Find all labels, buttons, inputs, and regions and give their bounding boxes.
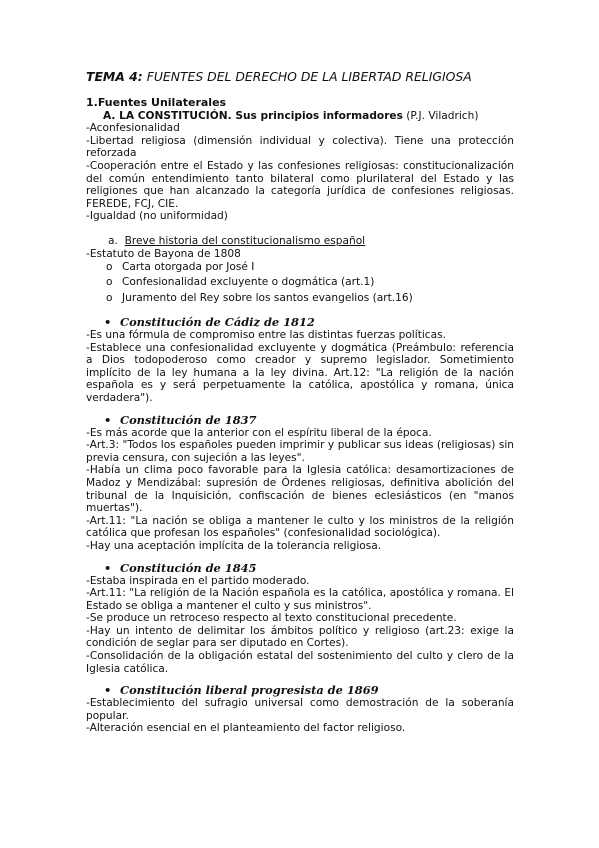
paragraph: -Cooperación entre el Estado y las confesiones religiosas: constitucionalización del común entendimiento tanto bilateral como plurilateral del Estado y las religiones que han alcanzado la categoría jurídica de confesiones religiosas. FEREDE, FCJ, CIE. (86, 159, 514, 210)
paragraph: -Libertad religiosa (dimensión individual y colectiva). Tiene una protección reforzada (86, 134, 514, 160)
page-title (86, 70, 514, 84)
history-label: a. (108, 234, 118, 247)
subsection-heading (86, 110, 514, 123)
paragraph: -Se produce un retroceso respecto al texto constitucional precedente. (86, 612, 457, 625)
bullet-dot-icon: • (104, 412, 112, 427)
circle-bullet-icon: o (106, 291, 113, 304)
paragraph: -Art.11: "La nación se obliga a mantener le culto y los ministros de la religión católica que profesan los españoles" (confesionalidad sociológica). (86, 514, 514, 540)
paragraph: -Art.3: "Todos los españoles pueden imprimir y publicar sus ideas (religiosas) sin previa censura, con sujeción a las leyes". (86, 439, 514, 464)
circle-bullet-icon: o (106, 261, 113, 274)
paragraph: -Igualdad (no uniformidad) (86, 210, 228, 223)
bullet-dot-icon: • (104, 315, 112, 330)
history-title: Breve historia del constitucionalismo español (124, 234, 366, 247)
paragraph: -Alteración esencial en el planteamiento del factor religioso. (86, 722, 406, 735)
paragraph: -Había un clima poco favorable para la Iglesia católica: desamortizaciones de Madoz y Mendizábal: supresión de Órdenes religiosas, definitiva abolición del tribunal de la Inquisición, confiscación de bienes eclesiásticos (en "manos muertas"). (86, 464, 514, 515)
bullet-dot-icon: • (104, 683, 112, 698)
subsection-author: (P.J. Viladrich) (402, 109, 479, 122)
title-prefix: TEMA 4: (86, 69, 143, 84)
list-item: o Carta otorgada por José I (106, 260, 514, 275)
paragraph: -Es más acorde que la anterior con el espíritu liberal de la época. (86, 426, 432, 439)
bullet-dot-icon: • (104, 560, 112, 575)
paragraph: -Consolidación de la obligación estatal del sostenimiento del culto y clero de la Iglesia católica. (86, 650, 514, 675)
constitution-heading: • Constitución de 1845 (104, 560, 257, 575)
history-heading (86, 235, 514, 248)
list-item: o Juramento del Rey sobre los santos evangelios (art.16) (106, 291, 514, 306)
subsection-title: A. LA CONSTITUCIÓN. Sus principios informadores (103, 109, 403, 122)
paragraph: -Aconfesionalidad (86, 122, 180, 135)
paragraph: -Estatuto de Bayona de 1808 (86, 247, 241, 260)
paragraph: -Hay una aceptación implícita de la tolerancia religiosa. (86, 539, 382, 552)
document-content (86, 70, 514, 735)
paragraph: -Hay un intento de delimitar los ámbitos político y religioso (art.23: exige la condición de seglar para ser diputado en Cortes). (86, 624, 514, 650)
section-heading: 1.Fuentes Unilaterales (86, 96, 227, 109)
paragraph: -Establecimiento del sufragio universal como demostración de la soberanía popular. (86, 697, 514, 722)
paragraph: -Estaba inspirada en el partido moderado. (86, 574, 310, 587)
paragraph: -Establece una confesionalidad excluyente y dogmática (Preámbulo: referencia a Dios todopoderoso como creador y supremo legislador. Sometimiento implícito de la ley humana a la ley divina. Art.12: "La religión de la nación española es y será perpetuamente la católica, apostólica y romana, única verdadera"). (86, 341, 514, 404)
constitution-heading: • Constitución de Cádiz de 1812 (104, 315, 315, 330)
paragraph: -Art.11: "La religión de la Nación española es la católica, apostólica y romana. El Estado se obliga a mantener el culto y sus ministros". (86, 587, 514, 612)
constitution-heading: • Constitución liberal progresista de 1869 (104, 683, 379, 698)
circle-bullet-icon: o (106, 276, 113, 289)
paragraph: -Es una fórmula de compromiso entre las distintas fuerzas políticas. (86, 329, 446, 342)
list-item: o Confesionalidad excluyente o dogmática (art.1) (106, 275, 514, 290)
constitution-heading: • Constitución de 1837 (104, 412, 257, 427)
title-text: FUENTES DEL DERECHO DE LA LIBERTAD RELIGIOSA (146, 69, 472, 84)
bayona-list (86, 260, 514, 306)
